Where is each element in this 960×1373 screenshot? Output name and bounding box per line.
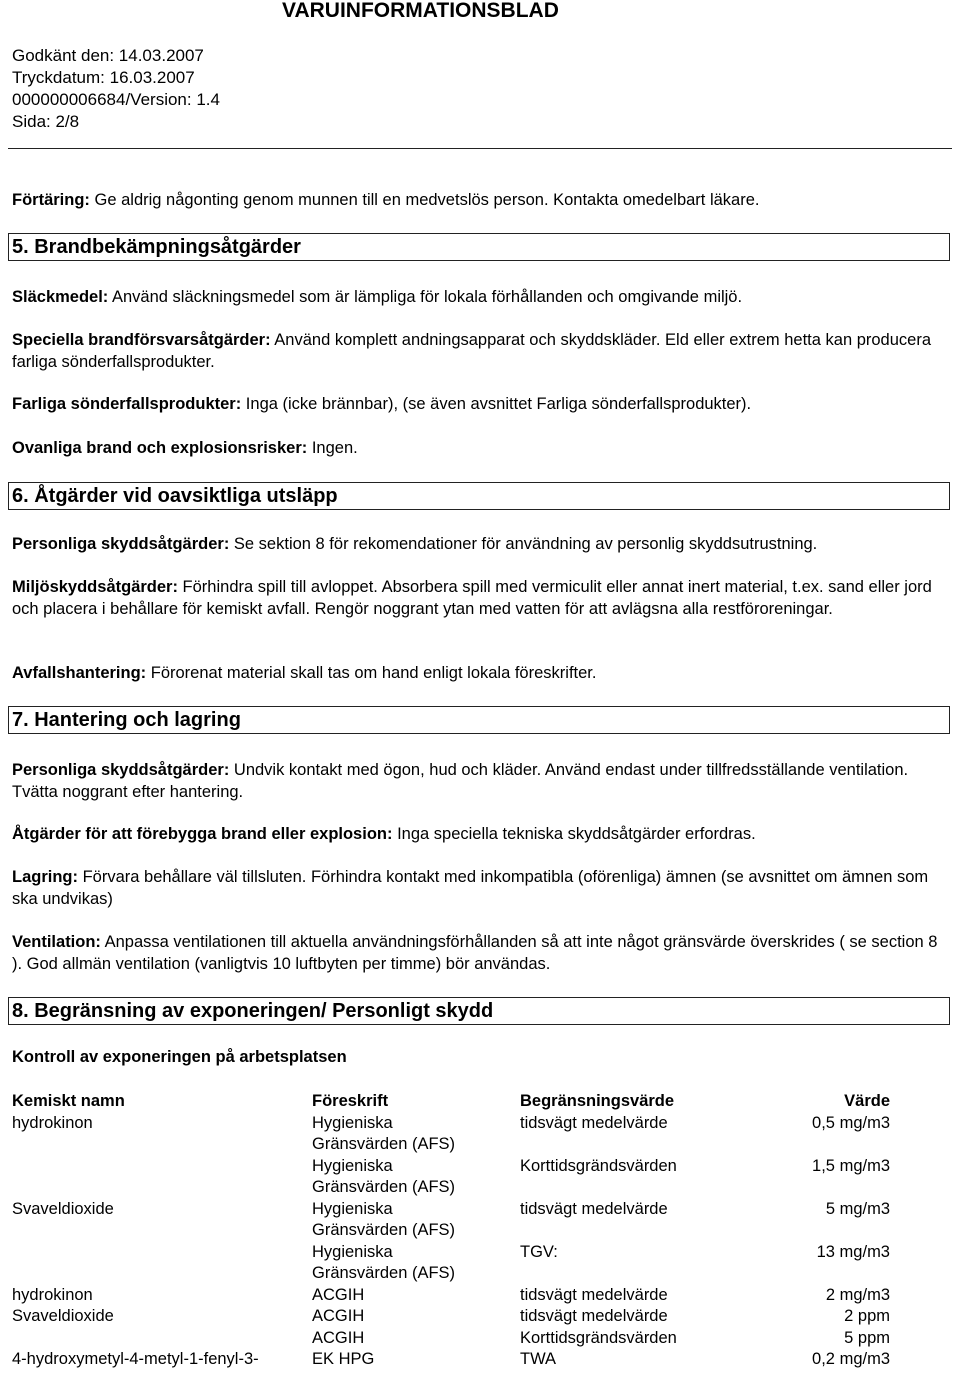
extinguish-paragraph [12,287,947,309]
col-chemical-name: Kemiskt namn [12,1092,125,1110]
cell-limit-type: tidsvägt medelvärde [520,1285,668,1304]
ventilation-paragraph [12,932,947,975]
table-row [12,1113,890,1135]
cell-limit-type [520,1220,720,1242]
table-row [12,1328,890,1350]
cell-limit-type: Korttidsgrändsvärden [520,1328,677,1347]
cell-limit-type: Korttidsgrändsvärden [520,1156,677,1175]
special-fire-text: Använd komplett andningsapparat och skyddskläder. Eld eller extrem hetta kan producera farliga sönderfallsprodukter. [12,331,932,371]
cell-regulation: EK HPG [312,1350,375,1368]
cell-limit-type: tidsvägt medelvärde [520,1113,668,1132]
cell-limit-type [520,1263,720,1285]
env-protection-text: Förhindra spill till avloppet. Absorbera spill med vermiculit eller annat inert material, t.ex. sand eller jord och placera i behållare för kemiskt avfall. Rengör noggrant ytan med vatten för att avlägsna alla restföroreningar. [12,578,932,618]
cell-limit-type: TWA [520,1350,557,1368]
handling-personal-paragraph [12,760,947,803]
exposure-limits-table [12,1091,890,1371]
section-6-heading: 6. Åtgärder vid oavsiktliga utsläpp [8,482,950,510]
cell-chemical-name [12,1263,312,1285]
cell-regulation: Gränsvärden (AFS) [312,1178,456,1196]
section-5-heading: 5. Brandbekämpningsåtgärder [8,233,950,261]
cell-regulation: ACGIH [312,1285,365,1304]
document-title: VARUINFORMATIONSBLAD [282,0,559,22]
personal-protection-label: Personliga skyddsåtgärder: [12,535,230,553]
cell-value: 5 ppm [844,1328,890,1347]
version: 000000006684/Version: 1.4 [12,90,220,109]
ventilation-text: Anpassa ventilationen till aktuella användningsförhållanden så att inte något gränsvärde överskrides ( se section 8 ). God allmän ventilation (vanligtvis 10 luftbyten per timme) bör användas. [12,933,938,973]
cell-limit-type: tidsvägt medelvärde [520,1199,668,1218]
section-8-heading: 8. Begränsning av exponeringen/ Personligt skydd [8,997,950,1025]
cell-value: 13 mg/m3 [816,1242,890,1261]
cell-value [720,1134,890,1156]
table-row [12,1199,890,1221]
table-row [12,1156,890,1178]
fire-prevention-text: Inga speciella tekniska skyddsåtgärder erfordras. [392,825,756,843]
cell-chemical-name: hydrokinon [12,1113,93,1132]
table-row [12,1177,890,1199]
cell-regulation: Gränsvärden (AFS) [312,1221,456,1239]
special-fire-paragraph [12,330,947,373]
cell-value [720,1177,890,1199]
cell-value: 0,2 mg/m3 [812,1350,890,1368]
cell-value: 2 mg/m3 [825,1285,890,1304]
extinguish-text: Använd släckningsmedel som är lämpliga för lokala förhållanden och omgivande miljö. [108,288,743,306]
cell-chemical-name [12,1134,312,1156]
cell-value: 1,5 mg/m3 [812,1156,890,1175]
cell-value: 0,5 mg/m3 [812,1113,890,1132]
hazardous-products-text: Inga (icke brännbar), (se även avsnittet Farliga sönderfallsprodukter). [241,395,752,413]
cell-regulation: ACGIH [312,1328,365,1347]
col-regulation: Föreskrift [312,1092,389,1110]
exposure-control-subheading: Kontroll av exponeringen på arbetsplatsen [12,1048,347,1066]
cell-chemical-name [12,1242,312,1264]
cell-chemical-name [12,1177,312,1199]
cell-regulation: ACGIH [312,1307,365,1325]
personal-protection-paragraph [12,534,947,556]
cell-value [720,1263,890,1285]
fire-prevention-paragraph [12,824,947,846]
hazardous-products-paragraph [12,394,947,416]
cell-value: 2 ppm [844,1307,890,1325]
storage-label: Lagring: [12,868,78,886]
cell-chemical-name [12,1328,312,1350]
extinguish-label: Släckmedel: [12,288,109,306]
approved-date: Godkänt den: 14.03.2007 [12,46,204,65]
table-row [12,1220,890,1242]
cell-chemical-name: hydrokinon [12,1285,93,1304]
table-row [12,1306,890,1328]
cell-value: 5 mg/m3 [825,1199,890,1218]
handling-personal-text: Undvik kontakt med ögon, hud och kläder. Använd endast under tillfredsställande ventilation. Tvätta noggrant efter hantering. [12,761,909,801]
fire-prevention-label: Åtgärder för att förebygga brand eller explosion: [12,825,393,843]
unusual-risks-label: Ovanliga brand och explosionsrisker: [12,439,308,457]
col-value: Värde [844,1092,890,1110]
page-number: Sida: 2/8 [12,112,80,131]
storage-paragraph [12,867,947,910]
table-header-row [12,1091,890,1113]
unusual-risks-paragraph [12,438,947,460]
cell-regulation: Gränsvärden (AFS) [312,1264,456,1282]
col-limit-type: Begränsningsvärde [520,1092,675,1110]
section-7-heading: 7. Hantering och lagring [8,706,950,734]
table-body [12,1113,890,1371]
hazardous-products-label: Farliga sönderfallsprodukter: [12,395,242,413]
waste-label: Avfallshantering: [12,664,147,682]
cell-limit-type: tidsvägt medelvärde [520,1307,668,1325]
ingestion-text: Ge aldrig någonting genom munnen till en medvetslös person. Kontakta omedelbart läkare. [89,191,760,209]
cell-chemical-name [12,1156,312,1178]
waste-paragraph [12,663,947,685]
env-protection-paragraph [12,577,947,620]
cell-chemical-name: Svaveldioxide [12,1307,114,1325]
cell-chemical-name: 4-hydroxymetyl-4-metyl-1-fenyl-3- [12,1350,259,1368]
table-row [12,1134,890,1156]
ventilation-label: Ventilation: [12,933,101,951]
cell-regulation: Hygieniska [312,1113,393,1132]
cell-limit-type: TGV: [520,1242,558,1261]
table-row [12,1285,890,1307]
storage-text: Förvara behållare väl tillsluten. Förhindra kontakt med inkompatibla (oförenliga) ämnen (se avsnittet om ämnen som ska undvikas) [12,868,929,908]
personal-protection-text: Se sektion 8 för rekomendationer för användning av personlig skyddsutrustning. [229,535,818,553]
ingestion-paragraph [12,190,947,212]
unusual-risks-text: Ingen. [307,439,358,457]
header-divider [8,148,952,149]
cell-regulation: Gränsvärden (AFS) [312,1135,456,1153]
cell-value [720,1220,890,1242]
special-fire-label: Speciella brandförsvarsåtgärder: [12,331,271,349]
ingestion-label: Förtäring: [12,191,90,209]
print-date: Tryckdatum: 16.03.2007 [12,68,195,87]
env-protection-label: Miljöskyddsåtgärder: [12,578,178,596]
table-row [12,1349,890,1371]
handling-personal-label: Personliga skyddsåtgärder: [12,761,230,779]
cell-limit-type [520,1134,720,1156]
cell-limit-type [520,1177,720,1199]
cell-regulation: Hygieniska [312,1156,393,1175]
table-row [12,1263,890,1285]
cell-chemical-name [12,1220,312,1242]
waste-text: Förorenat material skall tas om hand enligt lokala föreskrifter. [146,664,597,682]
cell-regulation: Hygieniska [312,1199,393,1218]
cell-chemical-name: Svaveldioxide [12,1199,114,1218]
table-row [12,1242,890,1264]
cell-regulation: Hygieniska [312,1242,393,1261]
